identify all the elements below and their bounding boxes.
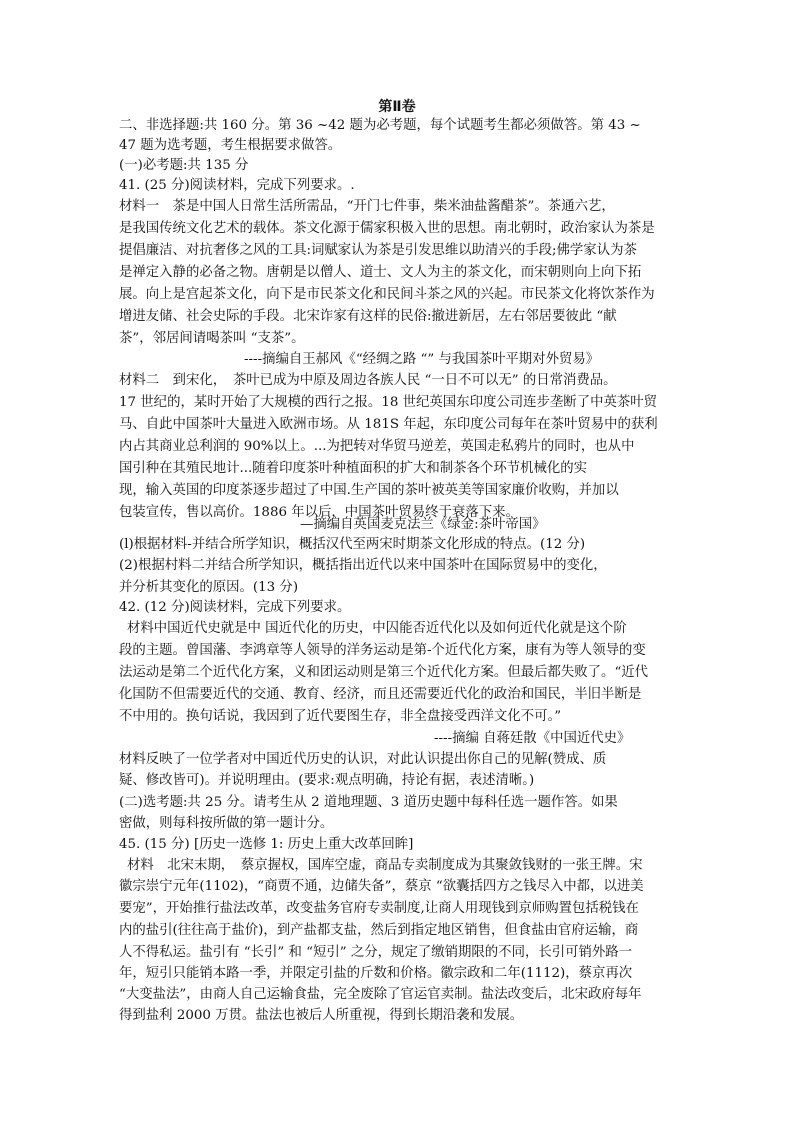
text-line: 内占其商业总利润的 90%以上。...为把转对华贸马逆差，英国走私鸦片的同时，也从中 — [119, 439, 635, 454]
text-line: 材料一 茶是中国人日常生活所需品，“开门七件事，柴米油盐酱醋茶”。茶通六艺， — [119, 199, 615, 214]
text-line: 增进友储、社会史际的手段。北宋诈家有这样的民俗:撤进新居，左右邻居要彼此 “献 — [119, 309, 617, 324]
sub-question: 并分析其变化的原因。(13 分) — [119, 580, 299, 595]
sub-question: (2)根据村料二并结合所学知识，概括指出近代以来中国茶叶在国际贸易中的变化， — [119, 558, 607, 573]
sub-question: (l)根据材料-并结合所学知识，概括汉代至两宋时期茶文化形成的特点。(12 分) — [119, 537, 586, 552]
text-line: 材料中国近代史就是中 国近代化的历史，中囚能否近代化以及如何近代化就是这个阶 — [127, 621, 627, 636]
text-line: 徽宗崇宁元年(1102)，“商贾不通，边储失备”，蔡京 “欲囊括四方之钱尽入中都，以进美 — [119, 879, 644, 894]
text-line: 是禅定入静的必备之物。唐朝是以僧人、道士、文人为主的茶文化，而宋朝则向上向下拓 — [119, 265, 642, 280]
text-line: 法运动是第二个近代化方案，义和团运动则是第三个近代化方案。但最后都失败了。“近代 — [119, 665, 649, 680]
text-line: 包装宣传，售以高价。1886 年以后，中国茶叶贸易终于衰落下来。 — [119, 505, 519, 520]
source-citation: ----摘编自王郝风《“经绸之路 “” 与我国茶叶平期对外贸易》 — [244, 352, 600, 367]
section-title: 第Ⅱ卷 — [378, 99, 416, 115]
source-citation: ----摘编 自蒋廷散《中国近代史》 — [434, 731, 631, 746]
text-line: 提倡廉洁、对抗奢侈之风的工具:词赋家认为茶是引发思维以助清兴的手段;佛学家认为茶 — [119, 243, 637, 258]
text-line: “大变盐法”，由商人自己运输食盐，完全废除了官运官卖制。盐法改变后，北宋政府每年 — [119, 987, 642, 1002]
text-line: 材料 北宋末期， 蔡京握权，国库空虚，商品专卖制度成为其聚敛钱财的一张王牌。宋 — [127, 858, 643, 873]
text-line: 段的主题。曾国藩、李鸿章等人领导的洋务运动是第-个近代化方案，康有为等人领导的变 — [119, 643, 646, 658]
text-line: (一)必考题:共 135 分 — [119, 158, 249, 173]
text-line: 疑、修改皆可)。并说明理由。(要求:观点明确，持论有据，表述清晰。) — [119, 773, 535, 788]
text-line: 现，输入英国的印度茶逐步超过了中国.生产国的茶叶被英美等国家廉价收购，并加以 — [119, 483, 619, 498]
question-heading: 42. (12 分)阅读材料，完成下列要求。 — [119, 600, 351, 615]
text-line: 年，短引只能销本路一季，并限定引盐的斤数和价格。徽宗政和二年(1112)，蔡京再次 — [119, 966, 633, 981]
question-heading: 41. (25 分)阅读材料，完成下列要求。. — [119, 178, 355, 193]
text-line: 国引种在其殖民地计...随着印度茶叶种植面积的扩大和制茶各个环节机械化的实 — [119, 461, 588, 476]
text-line: 人不得私运。盐引有 “长引” 和 “短引” 之分，规定了缴销期限的不同，长引可销外路一 — [119, 945, 633, 960]
text-line: 是我国传统文化艺术的载体。茶文化源于儒家积极入世的思想。南北朝时，政治家认为茶是 — [119, 221, 655, 236]
source-citation: —摘编自英国麦克法兰《绿金:茶叶帝国》 — [300, 517, 546, 532]
text-line: (二)选考题:共 25 分。请考生从 2 道地理题、3 道历史题中每科任选一题作答。如果 — [119, 795, 618, 810]
text-line: 化国防不但需要近代的交通、教育、经济，而且还需要近代化的政治和国民，半旧半断是 — [119, 687, 642, 702]
text-line: 得到盐利 2000 万贯。盐法也被后人所重视，得到长期沿袭和发展。 — [119, 1008, 524, 1023]
text-line: 内的盐引(往往高于盐价)，到产盐都支盐，然后到指定地区销售，但食盐由官府运输，商 — [119, 923, 639, 938]
text-line: 马、自此中国茶叶大量进入欧洲市场。从 181S 年起，东印度公司每年在茶叶贸易中的获利 — [119, 417, 658, 432]
text-line: 要宠”，开始推行盐法改革，改变盐务官府专卖制度,让商人用现钱到京师购置包括税钱在 — [119, 901, 639, 916]
text-line: 47 题为选考题，考生根据要求做答。 — [119, 138, 342, 153]
text-line: 密做，则每科按所做的第一题计分。 — [119, 816, 334, 831]
text-line: 17 世纪的，某时开始了大规模的西行之报。18 世纪英国东印度公司连步垄断了中英茶叶贸 — [119, 395, 658, 410]
text-line: 展。向上是宫起茶文化，向下是市民茶文化和民间斗茶之风的兴起。市民茶文化将饮茶作为 — [119, 287, 655, 302]
text-line: 不中用的。换句话说，我因到了近代要图生存，非全盘接受西洋文化不可。” — [119, 709, 562, 724]
text-line: 材料二 到宋化， 茶叶已成为中原及周边各族人民 “一日不可以无” 的日常消费品。 — [119, 373, 617, 388]
text-line: 材料反映了一位学者对中国近代历史的认识，对此认识提出你自己的见解(赞成、质 — [119, 752, 607, 767]
text-line: 二、非选择题:共 160 分。第 36 ~42 题为必考题，每个试题考生都必须做答。第 43 ~ — [119, 118, 641, 133]
text-line: 茶”，邻居间请喝茶叫 “支茶”。 — [119, 331, 305, 346]
question-heading: 45. (15 分) [历史一选修 1: 历史上重大改革回眸] — [119, 837, 414, 852]
